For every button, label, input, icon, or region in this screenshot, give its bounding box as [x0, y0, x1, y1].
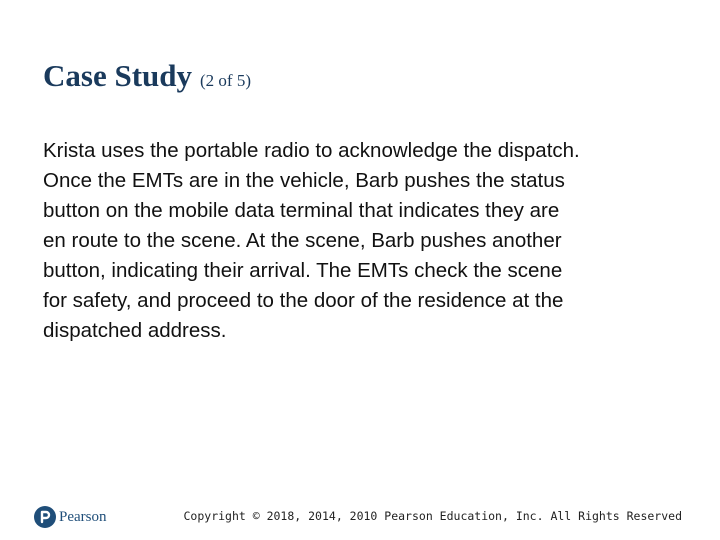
copyright-notice: Copyright © 2018, 2014, 2010 Pearson Education, Inc. All Rights Reserved	[183, 509, 682, 523]
pearson-logo	[34, 505, 107, 529]
case-study-body: Krista uses the portable radio to acknowledge the dispatch. Once the EMTs are in the vehicle, Barb pushes the status button on the mobile data terminal that indicates they are en route to the scene. At the scene, Barb pushes another button, indicating their arrival. The EMTs check the scene for safety, and proceed to the door of the residence at the dispatched address.	[43, 139, 580, 342]
pearson-logo-icon	[34, 506, 56, 528]
slide-title	[43, 58, 251, 94]
title-part-indicator: (2 of 5)	[200, 71, 251, 90]
pearson-wordmark: Pearson	[59, 508, 107, 525]
title-text: Case Study	[43, 58, 193, 93]
